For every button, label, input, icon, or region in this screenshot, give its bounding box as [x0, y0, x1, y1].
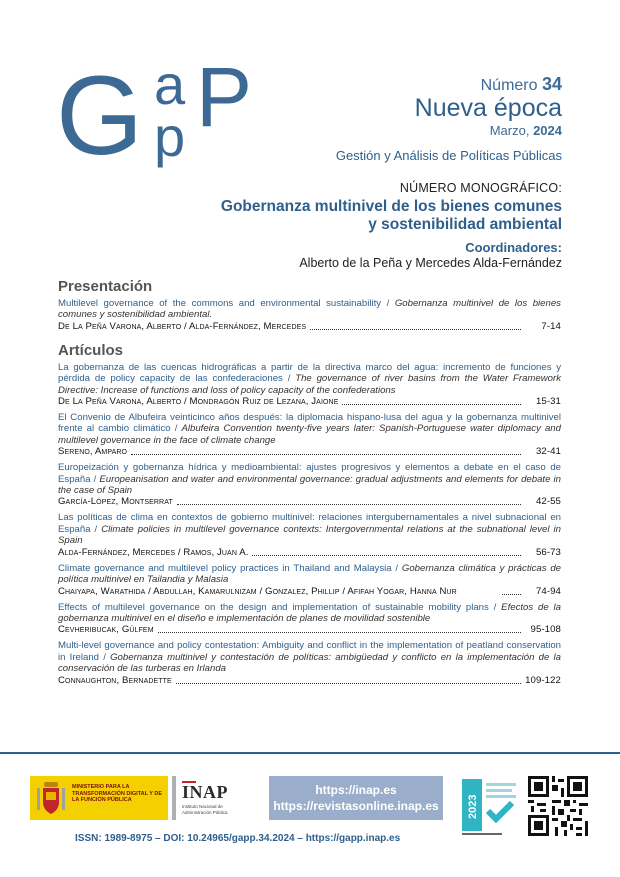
logo-letter-g: G: [56, 56, 144, 178]
inap-subtitle: Instituto Nacional de Administración Pública: [182, 804, 228, 815]
issue-number: Número 34: [480, 74, 562, 94]
quality-seal: [458, 775, 524, 841]
toc-entry-article[interactable]: [58, 512, 561, 558]
toc-entry-article[interactable]: [58, 563, 561, 598]
inap-logo: [172, 776, 254, 820]
entry-pages: 109-122: [525, 674, 561, 686]
toc-entry-article[interactable]: [58, 640, 561, 686]
logo-letter-p-upper: P: [196, 56, 253, 144]
entry-authors: Sereno, Amparo: [58, 446, 128, 458]
entry-pages: 74-94: [535, 585, 561, 597]
coordinators-names: Alberto de la Peña y Mercedes Alda-Fernández: [299, 256, 562, 270]
toc-entry-article[interactable]: [58, 362, 561, 408]
gapp-logo: [56, 56, 266, 186]
leader-dots: [158, 632, 521, 633]
articles-heading: Artículos: [58, 341, 124, 359]
logo-letter-a: a: [154, 56, 186, 116]
entry-authors: García-López, Montserrat: [58, 496, 173, 508]
url-box[interactable]: [269, 776, 443, 820]
table-of-contents: [58, 278, 561, 691]
inap-wordmark: INAP: [182, 782, 228, 802]
entry-authors: De La Peña Varona, Alberto / Alda-Fernández, Mercedes: [58, 320, 307, 332]
entry-title: Climate governance and multilevel policy practices in Thailand and Malaysia / Gobernanza climática y prácticas de política multinivel en Tailandia y Malasia: [58, 562, 562, 586]
government-text: MINISTERIO PARA LA TRANSFORMACIÓN DIGITAL Y DE LA FUNCIÓN PÚBLICA: [72, 784, 163, 803]
entry-authors: Chaiyapa, Warathida / Abdullah, Kamarulnizam / Gonzalez, Phillip / Afifah Yogar, Hanna Nur: [58, 585, 457, 597]
entry-title: Las políticas de clima en contextos de gobierno multinivel: relaciones intergubernamentales a nivel subnacional en España / Climate policies in multilevel governance contexts: Intergovernmental relations at the subnational level in Spain: [58, 512, 562, 547]
leader-dots: [131, 454, 521, 455]
government-logo: [30, 776, 168, 820]
qr-code-icon[interactable]: [528, 776, 588, 836]
issue-block: [415, 74, 562, 138]
entry-title: La gobernanza de las cuencas hidrográficas a partir de la directiva marco del agua: incremento de funciones y pérdida de policy capacity de las confederaciones / The governance of river basins from the Water Framework Directive: Increase of functions and loss of policy capacity of the confederations: [58, 361, 561, 396]
issue-number-value: 34: [541, 74, 562, 94]
issn-doi-line: ISSN: 1989-8975 – DOI: 10.24965/gapp.34.2024 – https://gapp.inap.es: [75, 833, 401, 844]
entry-pages: 56-73: [535, 546, 561, 558]
toc-entry-presentation[interactable]: [58, 298, 561, 333]
entry-title: Effects of multilevel governance on the design and implementation of sustainable mobility plans / Efectos de la gobernanza multinivel en el diseño e implementación de planes de movilidad sostenible: [58, 601, 562, 624]
url-inap[interactable]: https://inap.es: [315, 783, 397, 797]
entry-pages: 15-31: [535, 396, 561, 408]
journal-name: Gestión y Análisis de Políticas Públicas: [335, 148, 562, 163]
coat-of-arms-icon: [34, 780, 68, 816]
toc-entry-article[interactable]: [58, 462, 561, 508]
leader-dots: [252, 555, 521, 556]
entry-authors: Connaughton, Bernadette: [58, 674, 172, 686]
entry-pages: 7-14: [541, 320, 561, 332]
leader-dots: [177, 504, 521, 505]
coordinators-label: Coordinadores:: [465, 240, 562, 255]
footer-divider: [0, 752, 620, 754]
toc-entry-article[interactable]: [58, 602, 561, 637]
issue-epoch: Nueva época: [414, 94, 562, 122]
entry-title: El Convenio de Albufeira veinticinco años después: la diplomacia hispano-lusa del agua y la gobernanza multinivel frente al cambio climático / Albufeira Convention twenty-five years later: Spanish-Portuguese water diplomacy and multilevel governance in the face of climate change: [58, 412, 561, 446]
entry-pages: 95-108: [530, 624, 561, 636]
entry-authors: Cevheribucak, Gülfem: [58, 624, 154, 636]
toc-entry-article[interactable]: [58, 412, 561, 458]
entry-pages: 42-55: [535, 496, 561, 508]
monograph-label: NÚMERO MONOGRÁFICO:: [399, 181, 562, 195]
url-revistas[interactable]: https://revistasonline.inap.es: [273, 799, 439, 813]
issue-date: Marzo, 2024: [489, 123, 562, 138]
entry-title: Multi-level governance and policy contestation: Ambiguity and conflict in the implementation of peatland conservation in Ireland / Gobernanza multinivel y contestación de políticas: ambigüedad y conflicto en la implementación de la conservación de las turberas en Irlanda: [58, 640, 562, 675]
leader-dots: [342, 404, 521, 405]
entry-title: Europeización y gobernanza hídrica y medioambiental: ajustes progresivos y elementos a debate en el caso de España / Europeanisation and water and environmental governance: gradual adjustments and elements for debate in the case of Spain: [58, 462, 561, 497]
logo-letter-p: p: [154, 105, 186, 168]
presentation-heading: Presentación: [58, 278, 153, 295]
seal-year: 2023: [467, 794, 479, 819]
leader-dots: [310, 329, 521, 330]
entry-pages: 32-41: [535, 446, 561, 458]
leader-dots: [502, 594, 521, 595]
monograph-title: Gobernanza multinivel de los bienes comunes y sostenibilidad ambiental: [220, 198, 562, 233]
leader-dots: [176, 683, 521, 684]
entry-authors: Alda-Fernández, Mercedes / Ramos, Juan A.: [58, 546, 249, 558]
entry-authors: De La Peña Varona, Alberto / Mondragón Ruiz de Lezana, Jaione: [58, 396, 339, 408]
entry-title: Multilevel governance of the commons and environmental sustainability / Gobernanza multinivel de los bienes comunes y sostenibilidad ambiental.: [58, 298, 561, 321]
